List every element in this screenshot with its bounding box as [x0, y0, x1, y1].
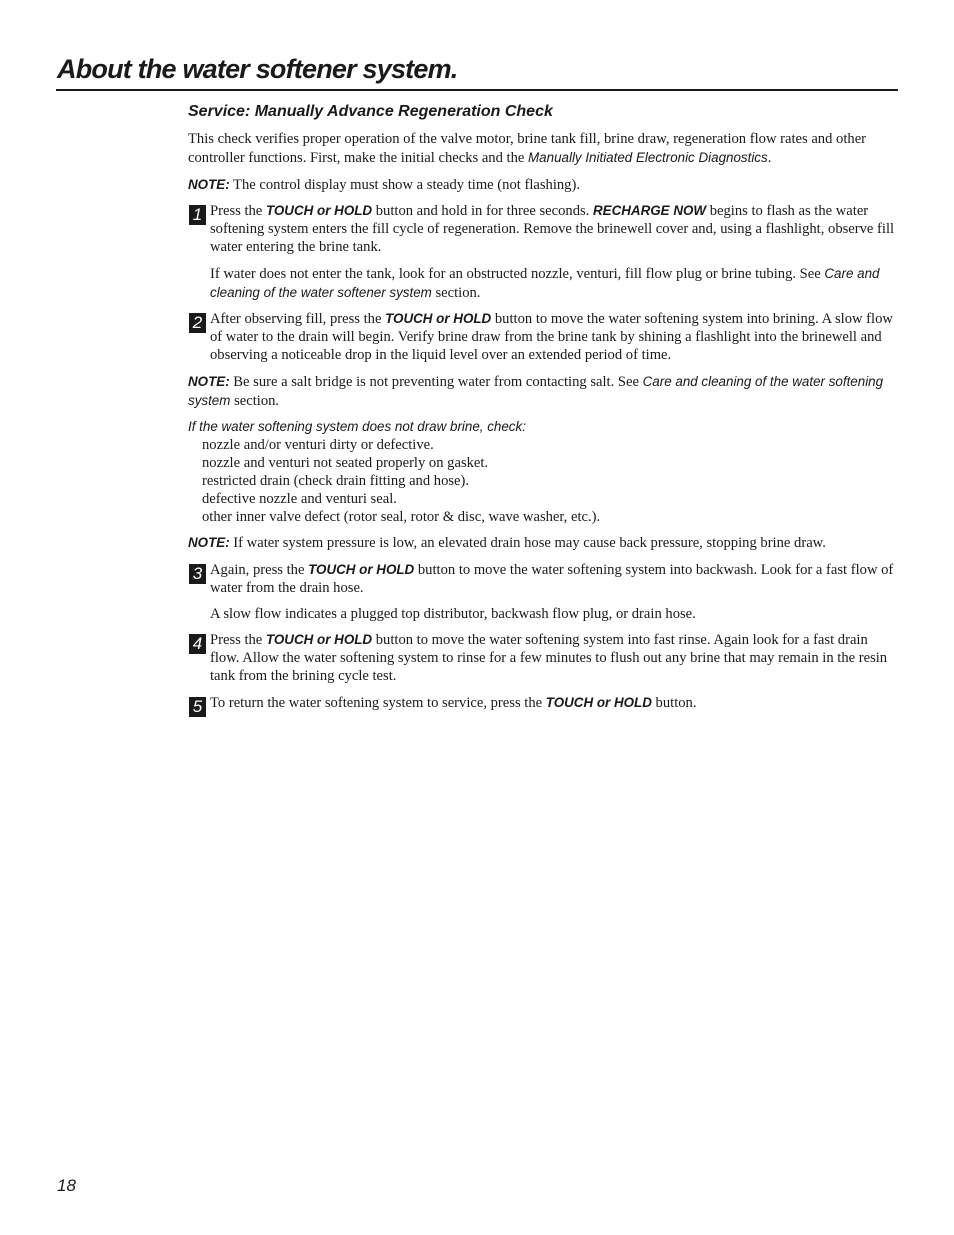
intro-text: This check verifies proper operation of the valve motor, brine tank fill, brine draw, regeneration flow rates and other controller functions. First, make the initial checks and the — [188, 131, 867, 166]
note-pressure: NOTE: If water system pressure is low, an elevated drain hose may cause back pressure, stopping brine draw. — [188, 535, 826, 552]
step-3 — [188, 561, 900, 598]
step-number-badge: 2 — [189, 313, 206, 333]
note-label: NOTE: — [188, 373, 230, 389]
list-item: nozzle and/or venturi dirty or defective. — [202, 437, 434, 454]
intro-reference: Manually Initiated Electronic Diagnostics — [528, 149, 768, 165]
step-4 — [188, 631, 900, 685]
note-display — [188, 176, 900, 195]
note-label: NOTE: — [188, 535, 230, 551]
note-salt-bridge: NOTE: Be sure a salt bridge is not preventing water from contacting salt. See Care and cleaning of the water softening system section. — [188, 373, 884, 409]
recharge-now-label: RECHARGE NOW — [592, 203, 707, 219]
intro-text-end: . — [767, 149, 772, 166]
step-number-badge: 5 — [189, 697, 206, 717]
section-heading: Service: Manually Advance Regeneration Check — [188, 103, 553, 120]
intro-paragraph — [188, 131, 900, 168]
care-reference: Care and cleaning of the water softening system — [188, 373, 884, 408]
touch-hold-label: TOUCH or HOLD — [545, 694, 652, 710]
step-2-text: After observing fill, press the TOUCH or HOLD button to move the water softening system into brining. A slow flow of water to the drain will begin. Verify brine draw from the brine tank by shining a flashlight into the brinewell and observing a noticeable drop in the liquid level over an extended period of time. — [210, 311, 893, 363]
step-5-text: To return the water softening system to service, press the TOUCH or HOLD button. — [210, 694, 697, 711]
touch-hold-label: TOUCH or HOLD — [385, 311, 492, 327]
step-number-badge: 1 — [189, 205, 206, 225]
step-number-badge: 3 — [189, 564, 206, 584]
list-item: nozzle and venturi not seated properly on gasket. — [202, 455, 489, 472]
step-3-text: Again, press the TOUCH or HOLD button to move the water softening system into backwash. Look for a fast flow of water from the drain hose. — [210, 561, 894, 596]
touch-hold-label: TOUCH or HOLD — [265, 632, 373, 648]
step-1-extra: If water does not enter the tank, look for an obstructed nozzle, venturi, fill flow plug or brine tubing. See Care and cleaning of the water softener system section. — [210, 265, 880, 301]
step-1 — [188, 202, 900, 256]
page-number: 18 — [57, 1176, 76, 1195]
step-3-extra: A slow flow indicates a plugged top distributor, backwash flow plug, or drain hose. — [210, 605, 696, 622]
care-reference: Care and cleaning of the water softener system — [210, 265, 880, 300]
main-content — [188, 101, 900, 716]
note-text: The control display must show a steady time (not flashing). — [229, 176, 580, 193]
touch-hold-label: TOUCH or HOLD — [265, 203, 373, 219]
note-label: NOTE: — [188, 176, 230, 192]
list-item: defective nozzle and venturi seal. — [202, 491, 397, 508]
page-title: About the water softener system. — [57, 54, 458, 84]
title-rule — [56, 89, 898, 91]
step-2 — [188, 310, 900, 364]
step-5 — [188, 694, 900, 716]
step-1-text: Press the TOUCH or HOLD button and hold in for three seconds. RECHARGE NOW begins to flash as the water softening system enters the fill cycle of regeneration. Remove the brinewell cover and, using a flashlight, observe fill water entering the brine tank. — [210, 203, 895, 255]
list-item: other inner valve defect (rotor seal, rotor & disc, wave washer, etc.). — [202, 509, 601, 526]
brine-check-heading: If the water softening system does not draw brine, check: — [188, 419, 526, 435]
step-number-badge: 4 — [189, 634, 206, 654]
touch-hold-label: TOUCH or HOLD — [308, 561, 415, 577]
brine-check-list — [188, 436, 900, 526]
list-item: restricted drain (check drain fitting and hose). — [202, 473, 470, 490]
step-4-text: Press the TOUCH or HOLD button to move the water softening system into fast rinse. Again look for a fast drain flow. Allow the water softening system to rinse for a few minutes to flush out any brine that may remain in the resin tank from the brining cycle test. — [210, 632, 888, 684]
